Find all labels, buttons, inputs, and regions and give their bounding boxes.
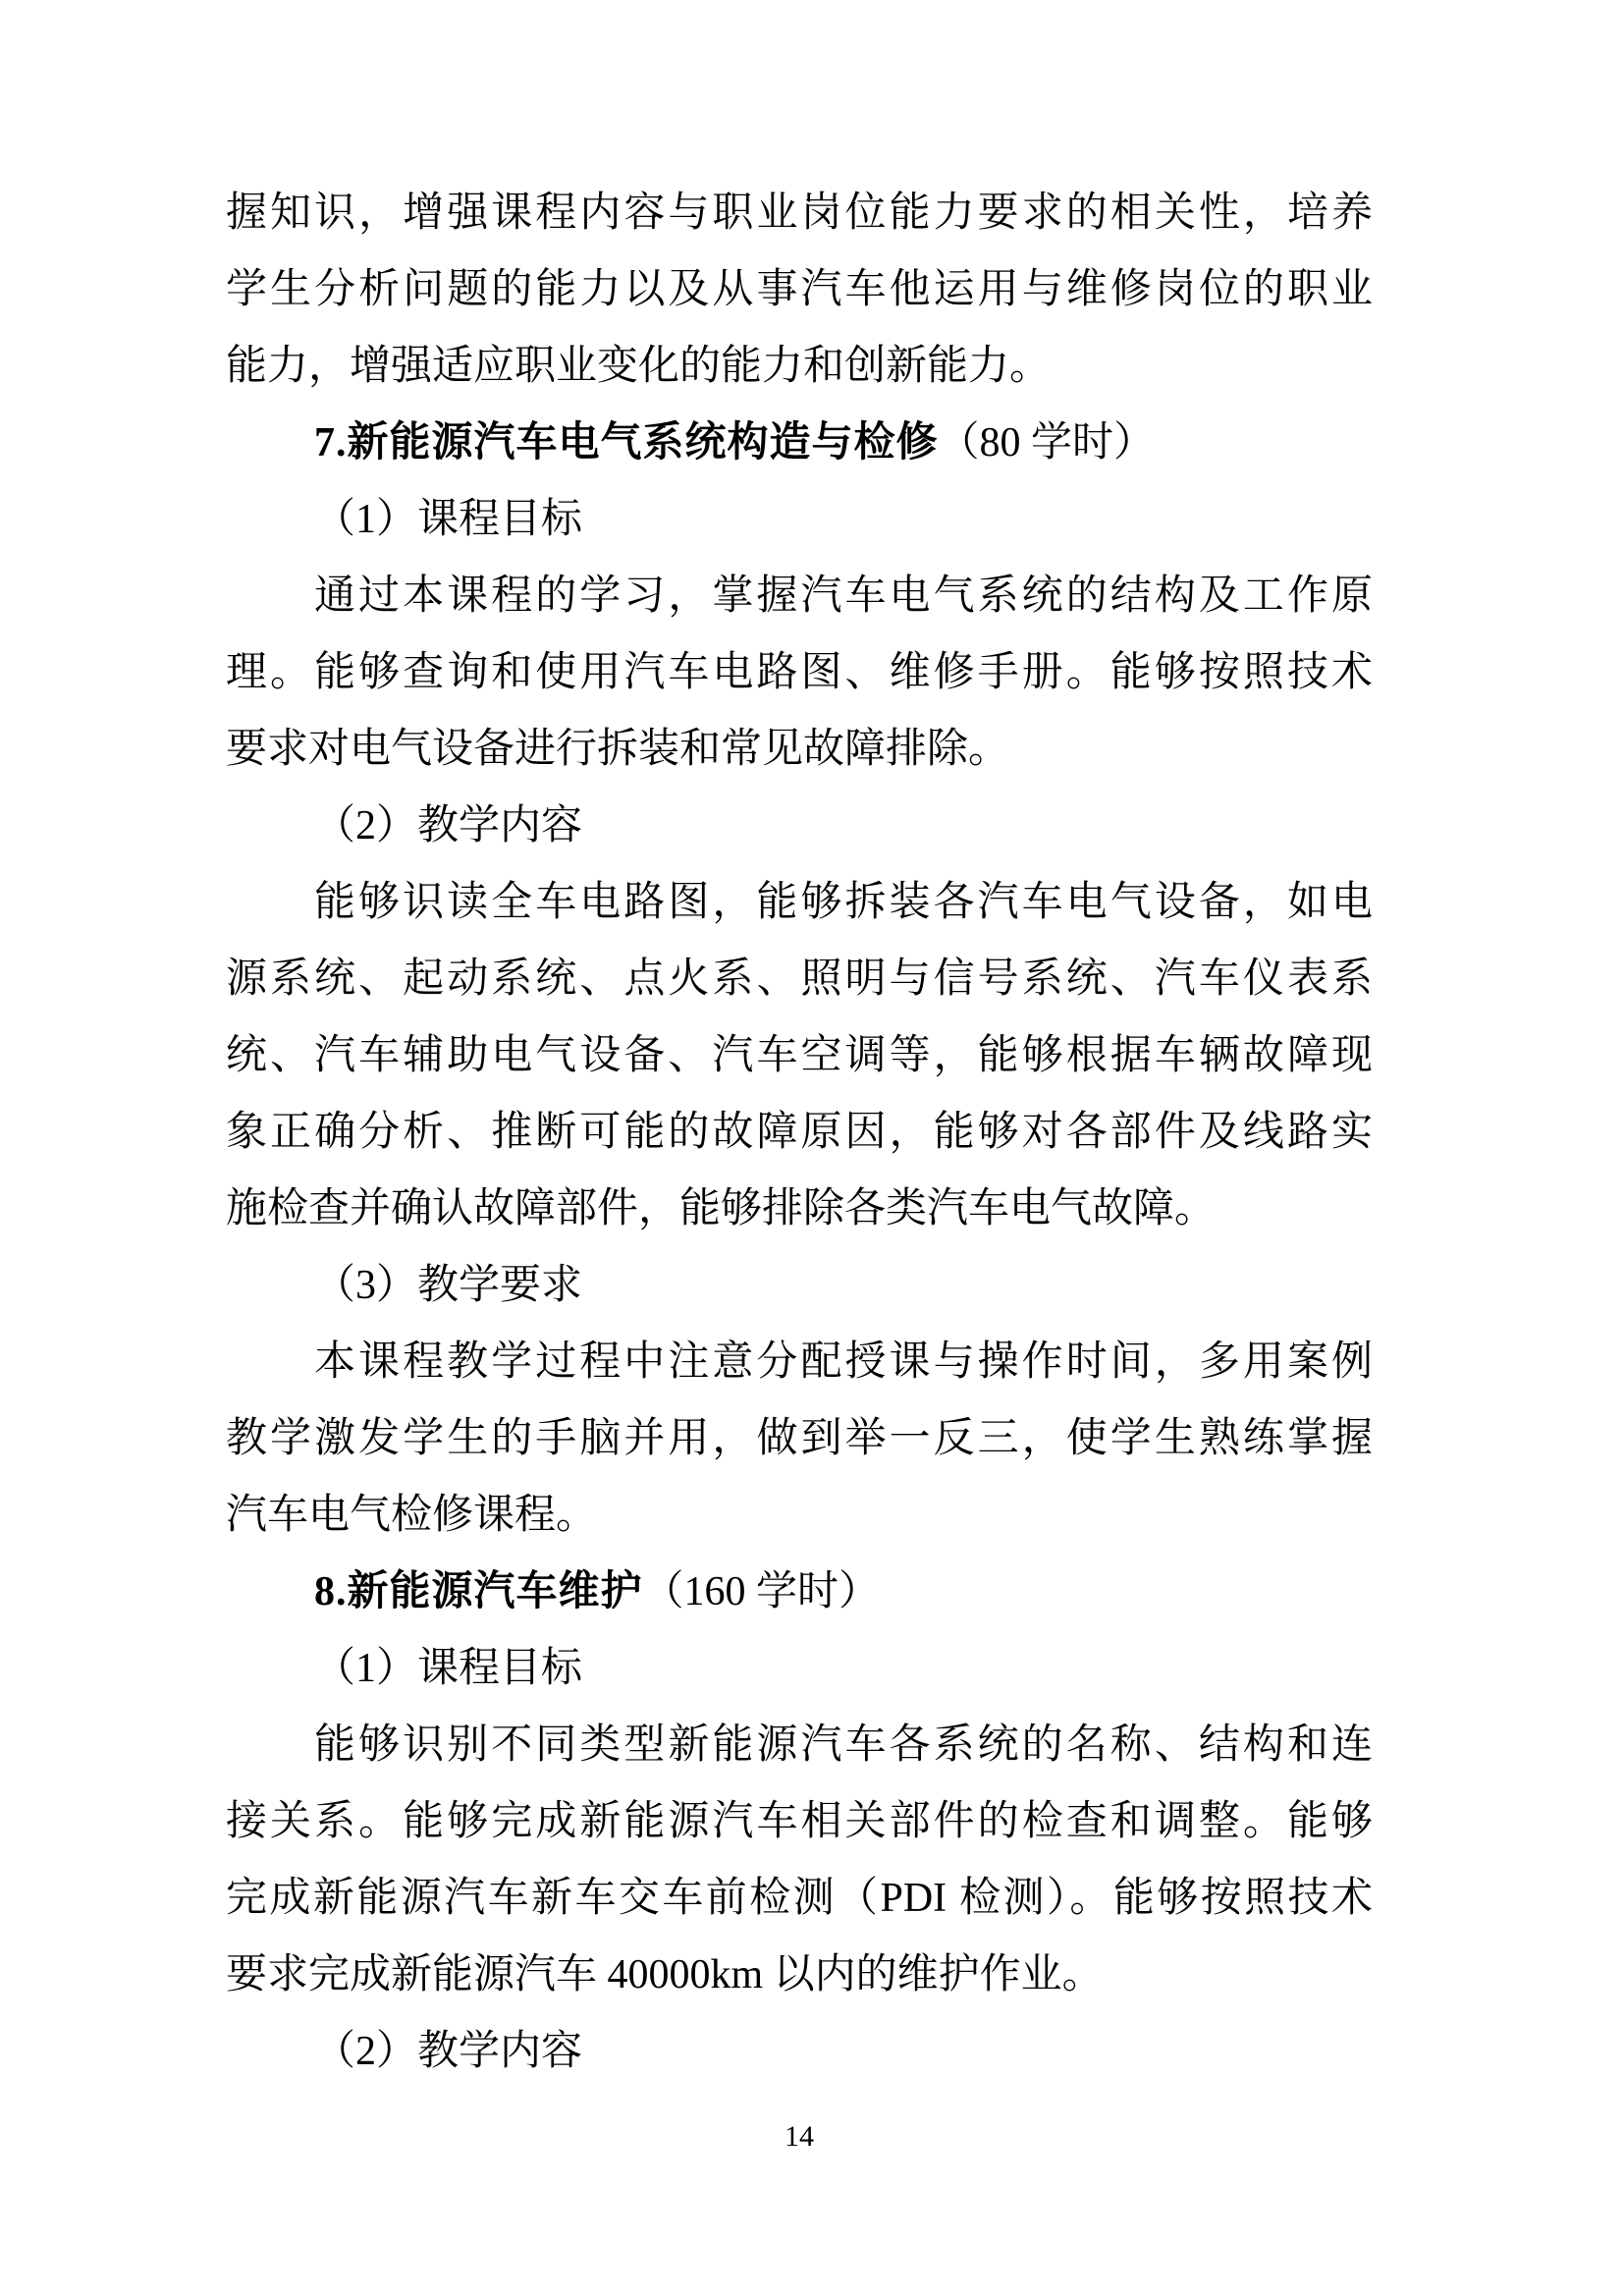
- text-line: 能够识读全车电路图，能够拆装各汽车电气设备，如电: [314, 880, 1373, 925]
- text-block: [226, 175, 1373, 2090]
- section-heading-7-title: 7.新能源汽车电气系统构造与检修: [314, 420, 939, 465]
- text-line: 本课程教学过程中注意分配授课与操作时间，多用案例: [314, 1339, 1373, 1385]
- text-line: 源系统、起动系统、点火系、照明与信号系统、汽车仪表系: [226, 957, 1373, 1002]
- text-line: 理。能够查询和使用汽车电路图、维修手册。能够按照技术: [226, 650, 1373, 695]
- text-line: 学生分析问题的能力以及从事汽车他运用与维修岗位的职业: [226, 267, 1373, 312]
- text-line: 汽车电气检修课程。: [226, 1493, 598, 1538]
- subsection-label: （1）课程目标: [314, 497, 583, 542]
- text-line: 握知识，增强课程内容与职业岗位能力要求的相关性，培养: [226, 191, 1373, 236]
- subsection-label: （2）教学内容: [314, 2029, 583, 2074]
- text-line: 接关系。能够完成新能源汽车相关部件的检查和调整。能够: [226, 1799, 1373, 1844]
- text-line: 要求完成新能源汽车 40000km 以内的维护作业。: [226, 1952, 1104, 1997]
- text-line: 施检查并确认故障部件，能够排除各类汽车电气故障。: [226, 1186, 1217, 1231]
- section-heading-8-hours: （160 学时）: [642, 1569, 881, 1614]
- text-line: 通过本课程的学习，掌握汽车电气系统的结构及工作原: [314, 574, 1373, 619]
- subsection-label: （2）教学内容: [314, 803, 583, 848]
- text-line: 统、汽车辅助电气设备、汽车空调等，能够根据车辆故障现: [226, 1033, 1373, 1078]
- text-line: 完成新能源汽车新车交车前检测（PDI 检测）。能够按照技术: [226, 1876, 1373, 1921]
- text-line: 能力，增强适应职业变化的能力和创新能力。: [226, 344, 1052, 389]
- section-heading-8: [226, 1554, 1373, 1630]
- section-heading-7-hours: （80 学时）: [938, 420, 1156, 465]
- text-line: 要求对电气设备进行拆装和常见故障排除。: [226, 727, 1010, 772]
- section-heading-7: [226, 405, 1373, 481]
- text-line: 象正确分析、推断可能的故障原因，能够对各部件及线路实: [226, 1110, 1373, 1155]
- section-heading-8-title: 8.新能源汽车维护: [314, 1569, 643, 1614]
- subsection-label: （1）课程目标: [314, 1646, 583, 1691]
- subsection-label: （3）教学要求: [314, 1263, 583, 1308]
- page-number: 14: [784, 2120, 814, 2153]
- text-line: 能够识别不同类型新能源汽车各系统的名称、结构和连: [314, 1722, 1373, 1768]
- text-line: 教学激发学生的手脑并用，做到举一反三，使学生熟练掌握: [226, 1416, 1373, 1461]
